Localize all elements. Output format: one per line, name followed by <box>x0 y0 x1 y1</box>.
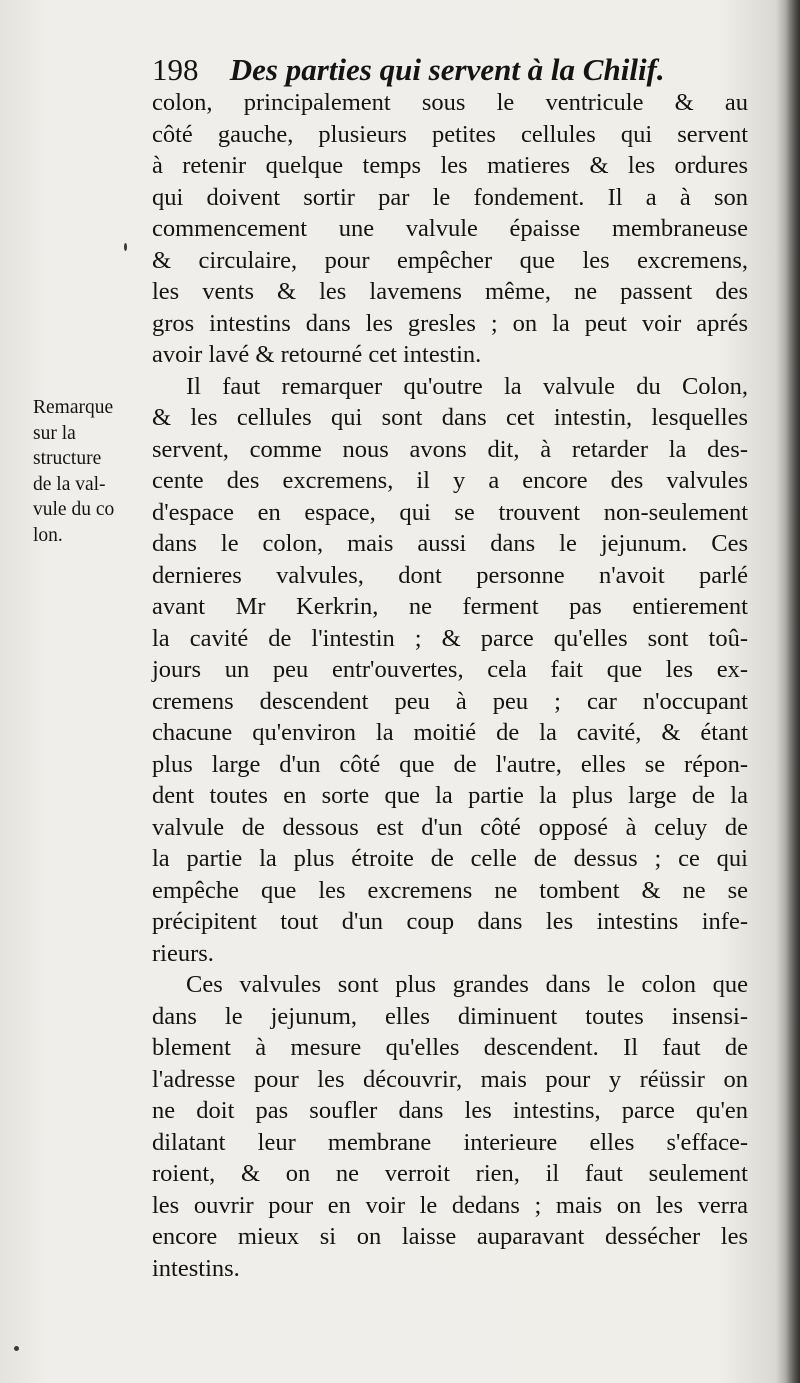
margin-note-line: de la val- <box>33 473 106 495</box>
page-number: 198 <box>152 52 199 87</box>
text-line: l'adresse pour les découvrir, mais pour y réüssir on <box>152 1065 748 1093</box>
margin-note-line: vule du co <box>33 499 115 520</box>
margin-note-line: lon. <box>33 524 63 546</box>
text-line: dilatant leur membrane interieure elles s'efface- <box>152 1128 748 1156</box>
text-line: chacune qu'environ la moitié de la cavité, & étant <box>152 719 748 746</box>
text-line: empêche que les excremens ne tombent & ne se <box>152 876 748 904</box>
text-line: dernieres valvules, dont personne n'avoit parlé <box>152 561 748 589</box>
text-line: blement à mesure qu'elles descendent. Il faut de <box>152 1034 748 1061</box>
text-line: & les cellules qui sont dans cet intestin, lesquelles <box>152 404 748 431</box>
paragraph-3 <box>152 969 748 1284</box>
ink-speck <box>14 1346 19 1351</box>
text-line: plus large d'un côté que de l'autre, elles se répon- <box>152 750 748 778</box>
text-line: qui doivent sortir par le fondement. Il a à son <box>152 183 748 211</box>
text-line: côté gauche, plusieurs petites cellules qui servent <box>152 120 748 148</box>
text-line: gros intestins dans les gresles ; on la peut voir aprés <box>152 309 748 337</box>
text-line: Il faut remarquer qu'outre la valvule du Colon, <box>186 372 748 400</box>
text-line: la partie la plus étroite de celle de dessus ; ce qui <box>152 845 748 872</box>
text-line: jours un peu entr'ouvertes, cela fait que les ex- <box>152 656 748 683</box>
text-line: cente des excremens, il y a encore des valvules <box>152 467 748 494</box>
text-line: encore mieux si on laisse auparavant dessécher les <box>152 1223 748 1250</box>
text-line: Ces valvules sont plus grandes dans le colon que <box>186 971 748 998</box>
text-line: la cavité de l'intestin ; & parce qu'elles sont toû- <box>152 624 748 652</box>
text-line: précipitent tout d'un coup dans les intestins infe- <box>152 908 748 935</box>
text-line: ne doit pas soufler dans les intestins, parce qu'en <box>152 1097 748 1124</box>
margin-note-line: structure <box>33 448 102 469</box>
text-line: dent toutes en sorte que la partie la plus large de la <box>152 782 748 809</box>
margin-note-line: sur la <box>33 422 76 444</box>
margin-note-line: Remarque <box>33 397 114 418</box>
text-line: d'espace en espace, qui se trouvent non-seulement <box>152 498 748 526</box>
text-line: les vents & les lavemens même, ne passent des <box>152 278 748 305</box>
text-line: cremens descendent peu à peu ; car n'occupant <box>152 687 748 715</box>
running-title: Des parties qui servent à la Chilif. <box>229 52 665 87</box>
page-header <box>152 50 682 90</box>
text-line: colon, principalement sous le ventricule & au <box>152 89 748 116</box>
body-text <box>152 87 748 1284</box>
text-line: dans le jejunum, elles diminuent toutes insensi- <box>152 1002 748 1030</box>
text-line: rieurs. <box>152 939 214 967</box>
paragraph-2 <box>152 371 748 970</box>
page-edge-shadow <box>786 0 800 1383</box>
ink-speck <box>124 243 127 251</box>
text-line: & circulaire, pour empêcher que les excremens, <box>152 246 748 274</box>
text-line: commencement une valvule épaisse membraneuse <box>152 215 748 242</box>
text-line: intestins. <box>152 1254 240 1282</box>
text-line: servent, comme nous avons dit, à retarder la des- <box>152 435 748 463</box>
text-line: valvule de dessous est d'un côté opposé à celuy de <box>152 813 748 841</box>
text-line: roient, & on ne verroit rien, il faut seulement <box>152 1160 748 1187</box>
text-line: avant Mr Kerkrin, ne ferment pas entierement <box>152 593 748 620</box>
text-line: les ouvrir pour en voir le dedans ; mais on les verra <box>152 1191 748 1219</box>
margin-note <box>33 395 153 548</box>
text-line: dans le colon, mais aussi dans le jejunum. Ces <box>152 530 748 557</box>
text-line: avoir lavé & retourné cet intestin. <box>152 341 482 368</box>
text-line: à retenir quelque temps les matieres & les ordures <box>152 152 748 179</box>
paragraph-1 <box>152 87 748 371</box>
